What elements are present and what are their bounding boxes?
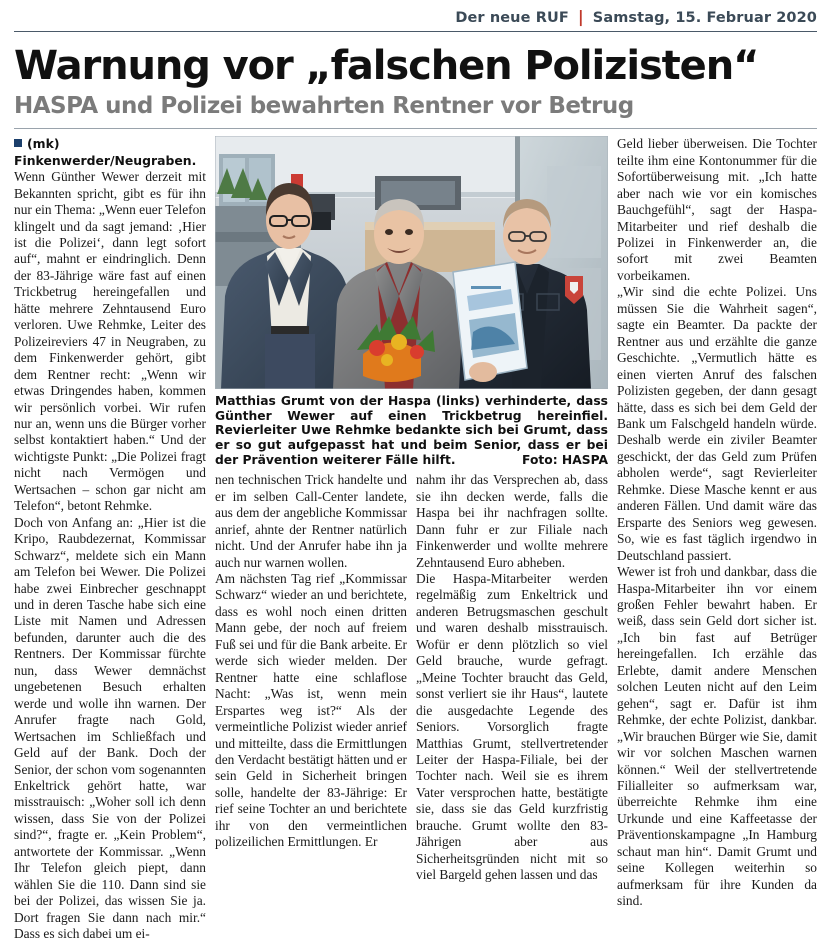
article-photo [215, 136, 608, 389]
article-column-4 [617, 136, 817, 909]
photo-caption [215, 394, 608, 467]
page-title: Warnung vor „falschen Polizisten“ [14, 43, 759, 89]
headline-rule [14, 128, 817, 129]
article-photo-block [215, 136, 608, 467]
column-4-paragraph-1: Geld lieber überweisen. Die Tochter teilte ihm eine Kontonummer für die Sofortüberweisung mit. „Ich hatte aber nach wie vor ein komisches Bauchgefühl“, sagt der Haspa-Mitarbeiter und rief deshalb die Polizei in Finkenwerder an, die sofort mit zwei Beamten vorbeikamen. [617, 136, 817, 283]
article-column-3 [416, 472, 608, 883]
photo-illustration [215, 136, 608, 389]
masthead-rule [14, 31, 817, 32]
kicker-square-icon [14, 139, 22, 147]
column-2-paragraph-2: Am nächsten Tag rief „Kommissar Schwarz“ wieder an und berichtete, dass es wohl noch einen dritten Mann gebe, der noch auf freiem Fuß sei und für die Bank arbeite. Er werde sich wieder melden. Der Rentner hatte eine schlaflose Nacht: „Was ist, wenn mein Erspartes weg ist?“ Als der vermeintliche Polizist wieder anrief und mitteilte, dass die Ermittlungen den Verdacht bestätigt hätten und er sein Geld in Sicherheit bringen solle, handelte der 83-Jährige: Er rief seine Tochter an und berichtete ihr von den vermeintlichen polizeilichen Ermittlungen. Er [215, 571, 407, 850]
column-2-paragraph-1: nen technischen Trick handelte und er im selben Call-Center landete, aus dem der angebliche Kommissar anrief, ahnte der Rentner natürlich nicht. Und der Anrufer habe ihn ja auch nur warnen wollen. [215, 472, 407, 570]
column-3-paragraph-1: nahm ihr das Versprechen ab, dass sie ihn decken werde, falls die Haspa bei ihr nachfragen sollte. Dann fuhr er zur Filiale nach Finkenwerder und wollte mehrere Zehntausend Euro abheben. [416, 472, 608, 570]
masthead-separator: | [577, 7, 584, 26]
article-body [14, 136, 817, 942]
column-4-paragraph-3: Wewer ist froh und dankbar, dass die Haspa-Mitarbeiter ihn vor einem großen Fehler bewahrt haben. Er weiß, dass sein Geld dort sicher ist. „Ich bin fast auf Betrüger hereingefallen. Ich erzähle das Erlebte, damit andere Menschen solchen Leuten nicht auf den Leim gehen“, sagt er. Dafür ist ihm Rehmke, der echte Polizist, dankbar. „Wir brauchen Bürger wie Sie, damit wir vor solchen Maschen warnen können.“ Weil der stellvertretende Filialleiter so aufmerksam war, überreichte Rehmke ihm eine Urkunde und eine Kaffeetasse der Präventionskampagne „In Hamburg schaut man hin“. Damit Grumt und seine Kollegen weiterhin so aufmerksam für ihre Kunden da sind. [617, 564, 817, 909]
photo-credit: Foto: HASPA [522, 452, 608, 467]
column-1-paragraph-2: Doch von Anfang an: „Hier ist die Kripo, Raubdezernat, Kommissar Schwarz“, meldete sich ein Mann am Telefon bei Wewer. Die Polizei habe zwei Einbrecher geschnappt und in deren Tasche habe sich eine Liste mit Namen und Adressen befunden, darunter auch die des Rentners. Der Kommissar fürchte nun, dass Wewer demnächst ungebetenen Besuch erhalten werde und wolle ihn warnen. Der Anrufer fragte nach Gold, Wertsachen im Schließfach und Geld auf der Bank. Doch der Senior, der schon vom sogenannten Enkeltrick gehört hatte, war misstrauisch: „Woher soll ich denn wissen, dass Sie von der Polizei sind?“, fragte er. „Kein Problem“, antwortete der Kommissar. „Wenn Ihr Telefon gleich piept, dann wählen Sie die 110. Dann sind sie bei der Polizei, das wissen Sie ja. Dort fragen Sie dann nach mir.“ Dass es sich dabei um ei- [14, 514, 206, 942]
certificate [453, 262, 527, 380]
photo-caption-text: Matthias Grumt von der Haspa (links) verhinderte, dass Günther Wewer auf einen Trickbetrug hereinfiel. Revierleiter Uwe Rehmke bedankte sich bei Grumt, dass er so gut aufgepasst hat und beim Senior, dass er bei der Prävention weiterer Fälle hilft. [215, 394, 608, 467]
masthead [14, 0, 817, 31]
article-dateline: Finkenwerder/Neugraben. [14, 152, 197, 168]
column-3-paragraph-2: Die Haspa-Mitarbeiter werden regelmäßig zum Enkeltrick und anderen Betrugsmaschen geschult und waren deshalb misstrauisch. Wofür er denn plötzlich so viel Geld brauche, wurde gefragt. „Meine Tochter braucht das Geld, sonst verliert sie ihr Haus“, lautete die ausgedachte Legende des Seniors. Vorsorglich fragte Matthias Grumt, stellvertretender Leiter der Haspa-Filiale, bei der Tochter nach. Weil sie es ihrem Vater versprochen hatte, bestätigte sie, dass sie das Geld kurzfristig brauche. Grumt wollte den 83-Jährigen aber aus Sicherheitsgründen nicht mit so viel Bargeld gehen lassen und das [416, 571, 608, 883]
column-4-paragraph-2: „Wir sind die echte Polizei. Uns müssen Sie die Wahrheit sagen“, sagte ein Beamter. Da packte der Rentner aus und erzählte die ganze Geschichte. „Vermutlich hätte es einen vierten Anruf des falschen Polizisten gegeben, der dann gesagt hätte, dass es sich bei dem Geld der Bank um Falschgeld handeln würde. Deshalb werde ein ziviler Beamter geschickt, der das Geld zum Prüfen abholen werde“, sagt Revierleiter Rehmke. Diese Masche kennt er aus anderen Fällen. Und damit wäre das Ersparte des Seniors weg gewesen. So, wie es fast täglich irgendwo in Deutschland passiert. [617, 284, 817, 563]
article-byline: (mk) [27, 136, 60, 152]
masthead-date: Samstag, 15. Februar 2020 [592, 10, 817, 26]
article-column-1 [14, 136, 206, 942]
masthead-publication: Der neue RUF [455, 10, 569, 26]
column-1-paragraph-1: Wenn Günther Wewer derzeit mit Bekannten spricht, gibt es für ihn nur ein Thema: „Wenn euer Telefon klingelt und da sagt jemand: ‚Hier ist die Polizei‘, dann legt sofort auf“, mahnt er eindringlich. Denn der 83-Jährige wäre fast auf einen Trickbetrug hereingefallen und hätte mehrere Zehntausend Euro verloren. Uwe Rehmke, Leiter des Polizeireviers 47 in Neugraben, zu dem Finkenwerder gehört, gibt dem Rentner recht: „Wenn wir etwas Dringendes haben, kommen wir persönlich vorbei. Wir rufen nur an, wenn uns die Bürger vorher selbst kontaktiert haben.“ Und der wichtigste Punkt: „Die Polizei fragt nicht nach Vermögen und Wertsachen – schon gar nicht am Telefon“, betont Rehmke. [14, 169, 206, 514]
column-1-lead-paragraph [14, 136, 206, 514]
page-subtitle: HASPA und Polizei bewahrten Rentner vor Betrug [14, 93, 634, 119]
article-column-2 [215, 472, 407, 850]
